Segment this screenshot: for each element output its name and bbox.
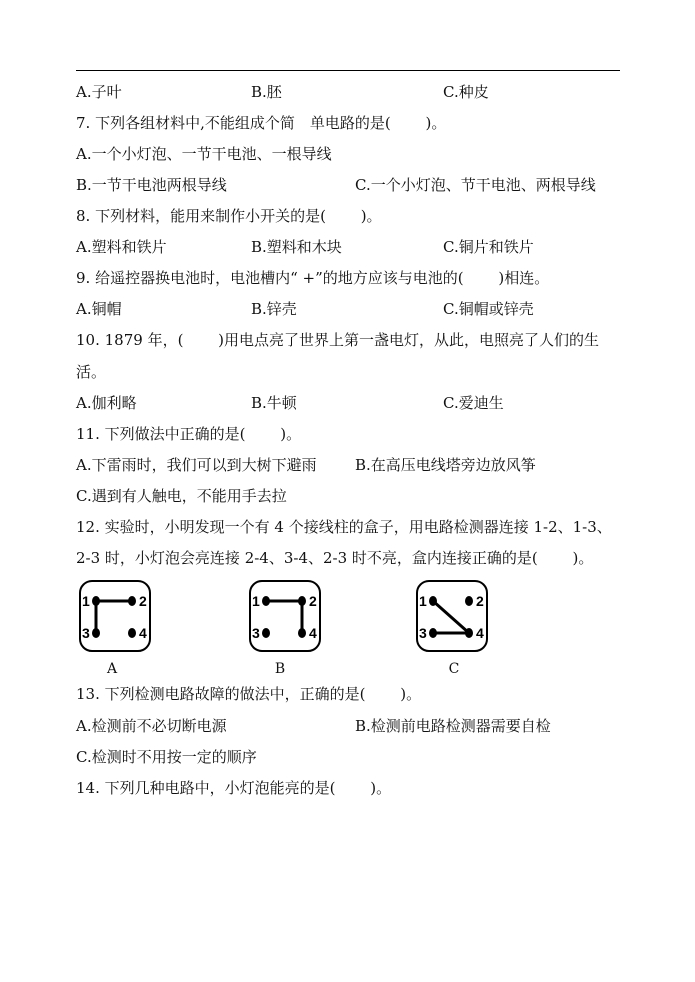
terminal-label-2: 2 — [309, 593, 317, 609]
circuit-box-b — [249, 580, 321, 652]
q6-option-c: C.种皮 — [443, 83, 489, 101]
q7-option-c: C.一个小灯泡、节干电池、两根导线 — [355, 176, 596, 194]
q12-stem-line2: 2-3 时，小灯泡会亮连接 2-4、3-4、2-3 时不亮，盒内连接正确的是( )。 — [76, 549, 594, 567]
terminal-2 — [128, 596, 136, 606]
q10-stem-line2: 活。 — [76, 363, 107, 381]
top-rule — [76, 70, 620, 71]
q9-option-b: B.锌壳 — [251, 300, 297, 318]
q8-option-b: B.塑料和木块 — [251, 238, 342, 256]
q9-option-c: C.铜帽或锌壳 — [443, 300, 534, 318]
terminal-label-2: 2 — [139, 593, 147, 609]
q13-option-a: A.检测前不必切断电源 — [76, 717, 227, 735]
circuit-box-c — [416, 580, 488, 652]
terminal-3 — [429, 628, 437, 638]
q13-stem: 13. 下列检测电路故障的做法中，正确的是( )。 — [76, 685, 422, 703]
terminal-label-3: 3 — [419, 625, 427, 641]
terminal-2 — [298, 596, 306, 606]
terminal-1 — [262, 596, 270, 606]
terminal-label-4: 4 — [139, 625, 147, 641]
q12-stem-line1: 12. 实验时，小明发现一个有 4 个接线柱的盒子，用电路检测器连接 1-2、1-3、 — [76, 518, 612, 536]
terminal-4 — [128, 628, 136, 638]
terminal-label-1: 1 — [419, 593, 427, 609]
terminal-3 — [92, 628, 100, 638]
terminal-2 — [465, 596, 473, 606]
q10-option-c: C.爱迪生 — [443, 394, 504, 412]
q11-stem: 11. 下列做法中正确的是( )。 — [76, 425, 302, 443]
q14-stem: 14. 下列几种电路中，小灯泡能亮的是( )。 — [76, 779, 392, 797]
q13-option-b: B.检测前电路检测器需要自检 — [355, 717, 551, 735]
terminal-3 — [262, 628, 270, 638]
q9-stem: 9. 给遥控器换电池时，电池槽内“ +”的地方应该与电池的( )相连。 — [76, 269, 550, 287]
terminal-4 — [298, 628, 306, 638]
terminal-label-1: 1 — [252, 593, 260, 609]
terminal-label-4: 4 — [309, 625, 317, 641]
q11-option-c: C.遇到有人触电，不能用手去拉 — [76, 487, 287, 505]
q11-option-b: B.在高压电线塔旁边放风筝 — [355, 456, 536, 474]
circuit-box-a — [79, 580, 151, 652]
q6-option-a: A.子叶 — [76, 83, 122, 101]
terminal-label-2: 2 — [476, 593, 484, 609]
q8-option-a: A.塑料和铁片 — [76, 238, 167, 256]
terminal-4 — [465, 628, 473, 638]
q6-option-b: B.胚 — [251, 83, 282, 101]
q13-option-c: C.检测时不用按一定的顺序 — [76, 748, 257, 766]
q7-option-a: A.一个小灯泡、一节干电池、一根导线 — [76, 145, 332, 163]
q8-stem: 8. 下列材料，能用来制作小开关的是( )。 — [76, 207, 382, 225]
terminal-label-1: 1 — [82, 593, 90, 609]
terminal-1 — [92, 596, 100, 606]
diagram-b-caption: B — [274, 661, 286, 677]
q9-option-a: A.铜帽 — [76, 300, 122, 318]
q7-stem: 7. 下列各组材料中,不能组成个简 单电路的是( )。 — [76, 114, 447, 132]
q10-option-b: B.牛顿 — [251, 394, 297, 412]
q11-option-a: A.下雷雨时，我们可以到大树下避雨 — [76, 456, 317, 474]
terminal-1 — [429, 596, 437, 606]
q8-option-c: C.铜片和铁片 — [443, 238, 534, 256]
diagram-c-caption: C — [448, 661, 460, 677]
diagram-a-caption: A — [106, 661, 118, 677]
terminal-label-4: 4 — [476, 625, 484, 641]
terminal-label-3: 3 — [82, 625, 90, 641]
q10-option-a: A.伽利略 — [76, 394, 137, 412]
terminal-label-3: 3 — [252, 625, 260, 641]
q7-option-b: B.一节干电池两根导线 — [76, 176, 227, 194]
q10-stem-line1: 10. 1879 年，( )用电点亮了世界上第一盏电灯，从此，电照亮了人们的生 — [76, 331, 600, 349]
